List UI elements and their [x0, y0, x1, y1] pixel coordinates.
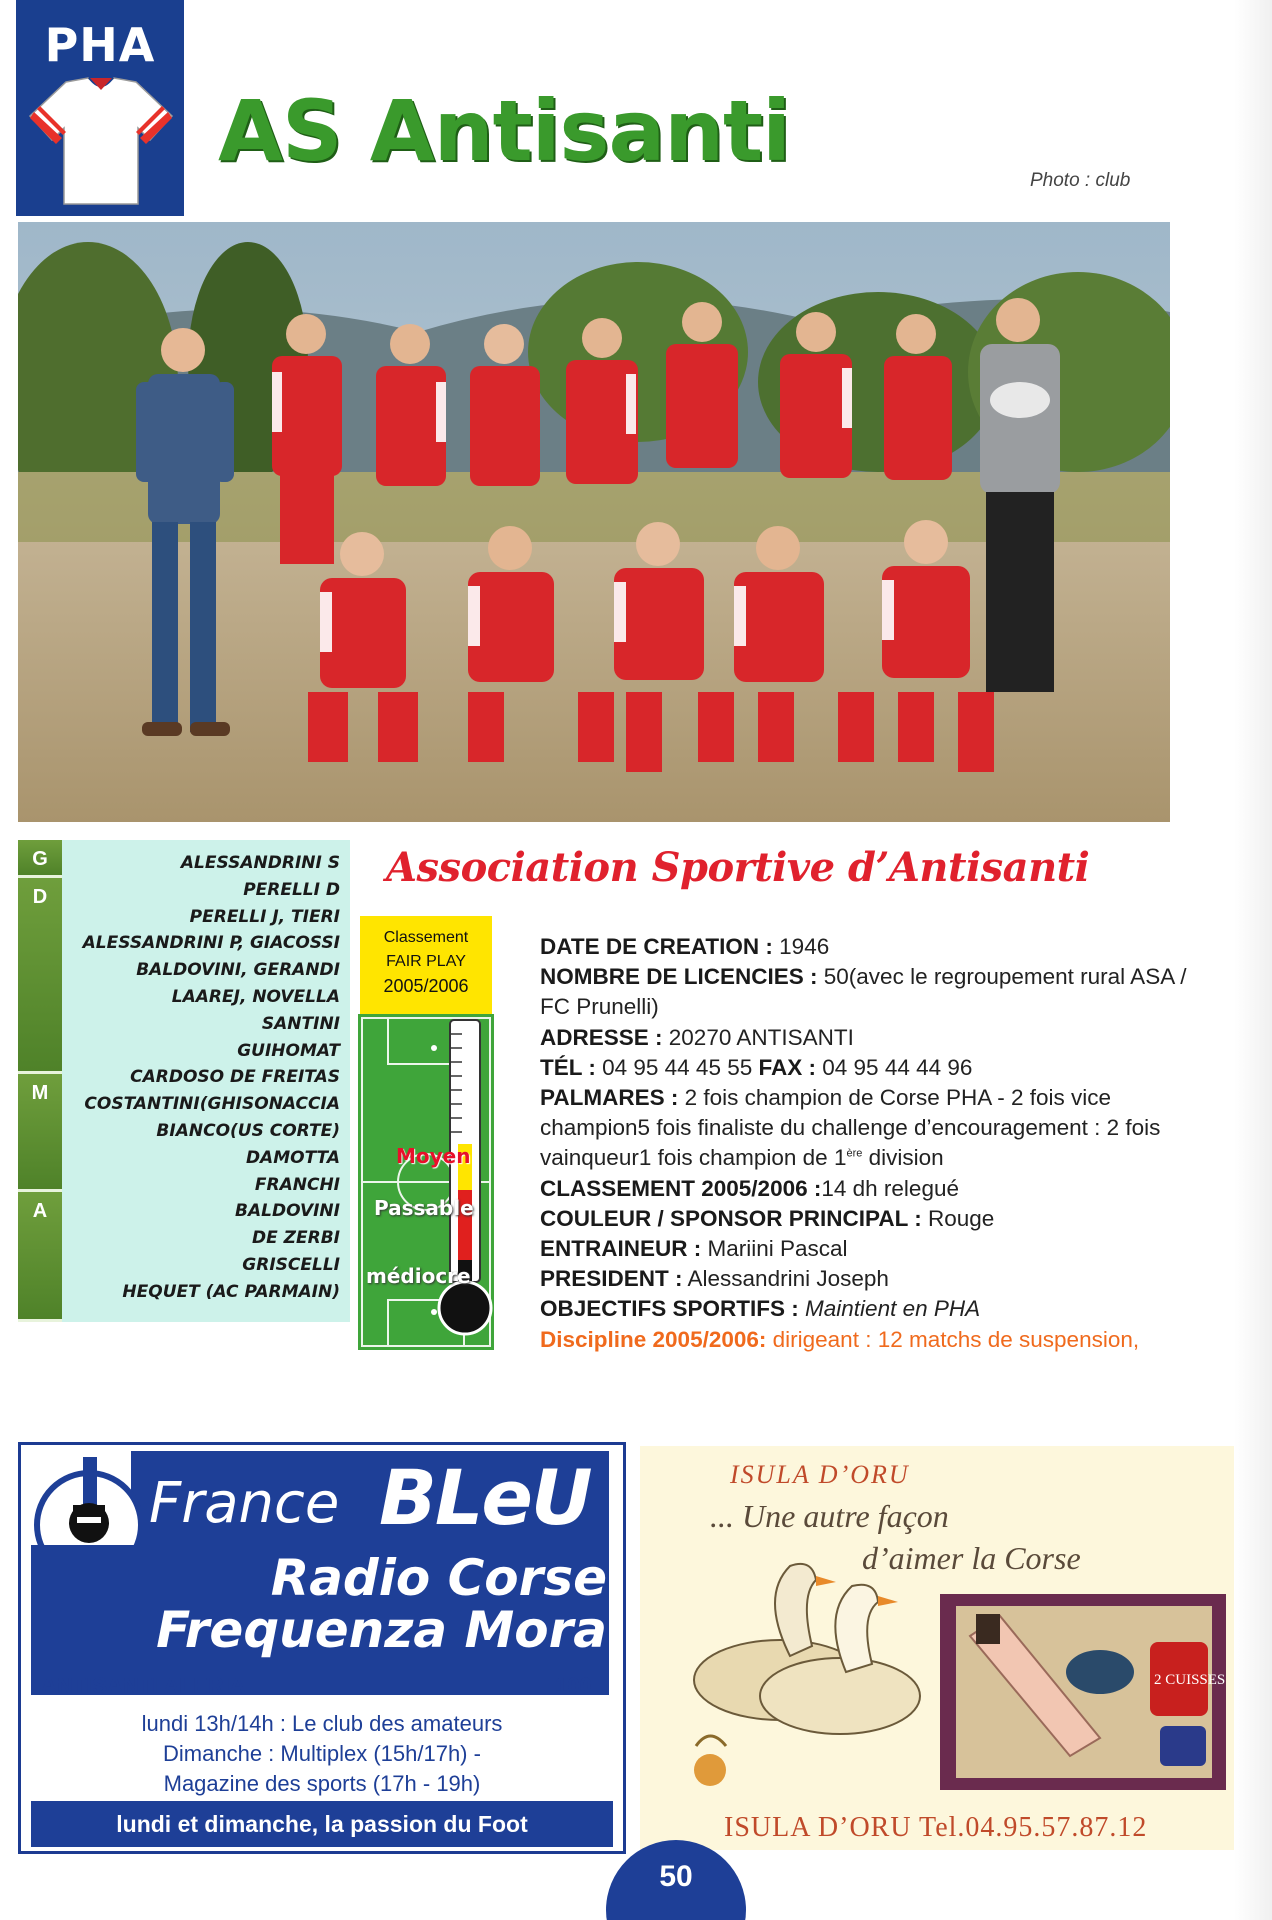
player-name: BALDOVINI — [235, 1201, 340, 1222]
radio-advertisement — [18, 1442, 626, 1854]
jersey-icon — [26, 76, 176, 206]
info-president: PRESIDENT : Alessandrini Joseph — [540, 1266, 889, 1292]
info-classement: CLASSEMENT 2005/2006 :14 dh relegué — [540, 1175, 959, 1201]
fairplay-line2: FAIR PLAY — [386, 953, 466, 970]
station-name: ANTISANTI ALERIA — [41, 1673, 246, 1698]
fairplay-season: 2005/2006 — [383, 976, 469, 996]
player-name: SANTINI — [261, 1013, 340, 1034]
position-midfielder: M — [18, 1074, 62, 1192]
info-objectifs: OBJECTIFS SPORTIFS : Maintient en PHA — [540, 1296, 981, 1322]
player-name: GRISCELLI — [242, 1254, 340, 1275]
program-line: Dimanche : Multiplex (15h/17h) - — [163, 1741, 481, 1766]
player-name: ALESSANDRINI P, GIACOSSI — [82, 933, 340, 954]
page-title: AS Antisanti — [218, 82, 790, 180]
fairplay-level-moyen: Moyen — [396, 1144, 471, 1168]
isula-tagline-2: d’aimer la Corse — [862, 1540, 1081, 1576]
player-name: BIANCO(US CORTE) — [156, 1120, 340, 1141]
position-attacker: A — [18, 1192, 62, 1322]
program-line: Magazine des sports (17h - 19h) — [163, 1771, 481, 1796]
info-date: DATE DE CREATION : 1946 — [540, 934, 830, 959]
info-address: ADRESSE : 20270 ANTISANTI — [540, 1024, 854, 1050]
photo-credit: Photo : club — [1030, 170, 1131, 191]
player-name: COSTANTINI(GHISONACCIA — [84, 1094, 340, 1115]
bleu-wordmark: BLeU — [379, 1453, 591, 1542]
isula-title: ISULA D’ORU — [730, 1460, 910, 1489]
club-full-name: Association Sportive d’Antisanti — [386, 844, 1090, 891]
player-list — [66, 850, 340, 1306]
player-name: ALESSANDRINI S — [180, 853, 340, 873]
page-edge-shadow — [1234, 0, 1272, 1920]
category-label: PHA — [44, 18, 156, 72]
can-label: 2 CUISSES — [1154, 1672, 1226, 1688]
player-name: CARDOSO DE FREITAS — [130, 1067, 340, 1088]
info-entraineur: ENTRAINEUR : Mariini Pascal — [540, 1236, 848, 1262]
fairplay-level-passable: Passable — [374, 1196, 474, 1220]
player-name: PERELLI D — [243, 879, 340, 900]
player-name: DE ZERBI — [252, 1228, 340, 1249]
isula-oru-advertisement — [640, 1446, 1234, 1850]
fairplay-thermometer — [358, 1014, 494, 1350]
player-name: GUIHOMAT — [237, 1040, 340, 1061]
player-name: HEQUET (AC PARMAIN) — [122, 1281, 340, 1302]
player-name: BALDOVINI, GERANDI — [136, 960, 340, 981]
france-bleu-wordmark: France — [149, 1471, 340, 1536]
roster-panel — [18, 840, 350, 1322]
category-badge — [16, 0, 184, 216]
radio-name-line2: Frequenza Mora — [156, 1601, 607, 1659]
isula-contact: ISULA D’ORU Tel.04.95.57.87.12 — [724, 1812, 1148, 1843]
fairplay-line1: Classement — [383, 929, 469, 946]
position-column — [18, 840, 62, 1322]
player-name: PERELLI J, TIERI — [189, 906, 340, 927]
info-licences: NOMBRE DE LICENCIES : 50(avec le regroupement rural ASA / FC Prunelli) — [540, 964, 1187, 1020]
club-info — [540, 932, 1220, 1355]
info-couleur: COULEUR / SPONSOR PRINCIPAL : Rouge — [540, 1205, 995, 1231]
fairplay-header — [360, 916, 492, 1014]
station-frequency: 100 — [555, 1673, 592, 1698]
radio-slogan: lundi et dimanche, la passion du Foot — [31, 1801, 613, 1847]
player-name: DAMOTTA — [245, 1147, 340, 1168]
position-defender: D — [18, 878, 62, 1074]
page-number: 50 — [659, 1860, 693, 1893]
program-line: lundi 13h/14h : Le club des amateurs — [141, 1711, 503, 1736]
info-discipline: Discipline 2005/2006: dirigeant : 12 matchs de suspension, — [540, 1326, 1140, 1352]
info-palmares: PALMARES : 2 fois champion de Corse PHA - 2 fois vice champion5 fois finaliste du challenge d’encouragement : 2 fois vainqueur1 fois champion de 1ère division — [540, 1085, 1161, 1171]
team-photo — [18, 222, 1170, 822]
info-phone: TÉL : 04 95 44 45 55 FAX : 04 95 44 44 96 — [540, 1054, 973, 1080]
radio-name-line1: Radio Corse — [270, 1549, 607, 1607]
isula-tagline-1: ... Une autre façon — [710, 1498, 949, 1534]
page-number-badge — [606, 1840, 746, 1920]
position-goalkeeper: G — [18, 840, 62, 878]
player-name: LAAREJ, NOVELLA — [171, 986, 340, 1007]
fairplay-level-mediocre: médiocre — [366, 1264, 471, 1288]
player-name: FRANCHI — [254, 1174, 340, 1195]
